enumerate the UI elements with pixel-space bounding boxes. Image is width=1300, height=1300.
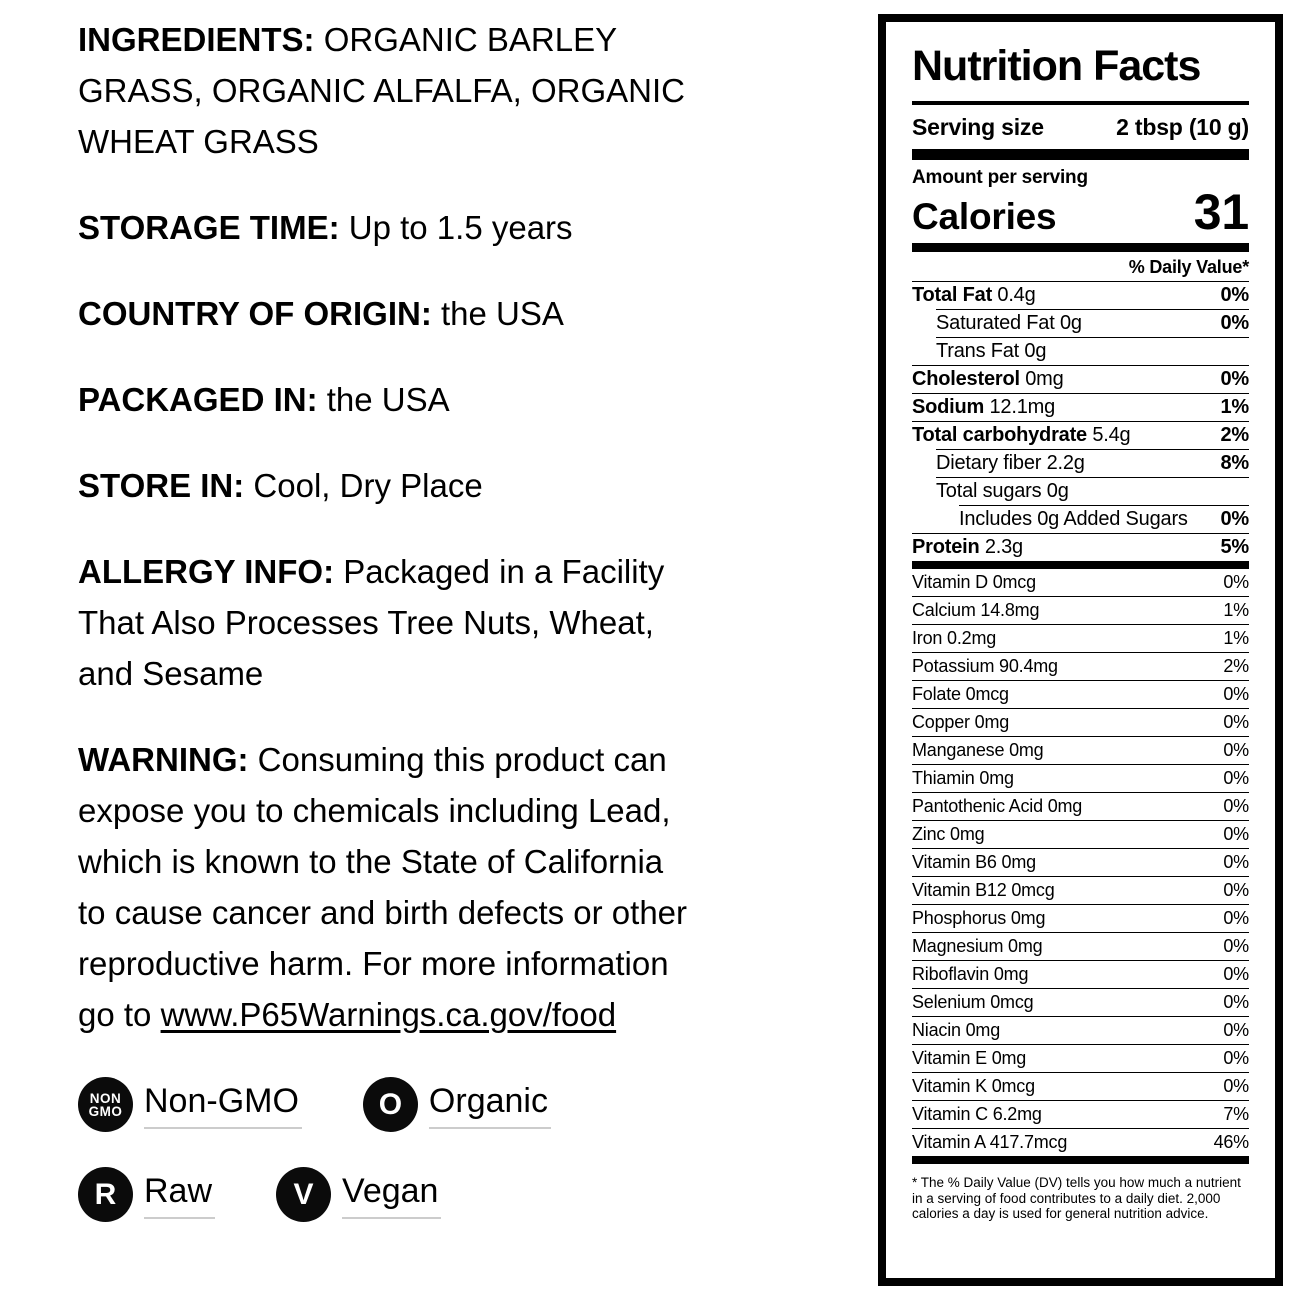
vitamin-daily-value: 0% (1223, 936, 1249, 956)
nutrient-row-sodium (912, 393, 1249, 421)
daily-value-header: % Daily Value* (912, 252, 1249, 282)
nutrient-amount: 0mg (1025, 368, 1064, 390)
icon-text: NON (89, 1090, 122, 1106)
info-text-line: WHEAT GRASS (78, 123, 319, 160)
serving-size-value: 2 tbsp (10 g) (1116, 114, 1249, 140)
nutrient-daily-value: 0% (1220, 508, 1249, 530)
vitamin-row-vitamin-a-417-7mcg (912, 1128, 1249, 1156)
vitamin-row-selenium-0mcg (912, 988, 1249, 1016)
badge-organic (363, 1077, 551, 1132)
badge-raw (78, 1167, 215, 1222)
nutrient-name-cell (912, 284, 1036, 306)
vitamin-row-vitamin-b6-0mg (912, 848, 1249, 876)
organic-icon (363, 1077, 418, 1132)
nutrient-row-total-sugars (936, 477, 1249, 505)
vitamin-daily-value: 0% (1223, 1020, 1249, 1040)
vitamin-daily-value: 0% (1223, 768, 1249, 788)
vitamin-row-thiamin-0mg (912, 764, 1249, 792)
badge-label: Raw (144, 1171, 215, 1219)
vitamin-daily-value: 0% (1223, 1076, 1249, 1096)
badge-row (78, 1076, 788, 1133)
vitamin-name: Manganese 0mg (912, 740, 1044, 760)
vitamin-daily-value: 0% (1223, 684, 1249, 704)
vitamin-row-potassium-90-4mg (912, 652, 1249, 680)
serving-size-label: Serving size (912, 114, 1044, 140)
info-text-line: which is known to the State of California (78, 843, 664, 880)
nutrient-row-total-fat (912, 282, 1249, 309)
info-section-packaged-in (78, 374, 788, 425)
vitamin-row-manganese-0mg (912, 736, 1249, 764)
badge-label: Non-GMO (144, 1081, 302, 1129)
nutrient-name-cell (912, 368, 1064, 390)
calories-row (912, 184, 1249, 240)
icon-text: GMO (88, 1103, 123, 1119)
info-section-label: STORE IN: (78, 467, 245, 504)
badge-non-gmo (78, 1077, 302, 1132)
nutrient-daily-value: 5% (1220, 536, 1249, 558)
info-text-line: Packaged in a Facility (343, 553, 665, 590)
vitamin-row-copper-0mg (912, 708, 1249, 736)
info-section-store-in (78, 460, 788, 511)
vitamin-name: Vitamin C 6.2mg (912, 1104, 1042, 1124)
vitamin-daily-value: 0% (1223, 824, 1249, 844)
vitamin-name: Potassium 90.4mg (912, 656, 1058, 676)
p65-warning-link[interactable]: www.P65Warnings.ca.gov/food (160, 996, 617, 1033)
nutrient-name-cell (936, 452, 1085, 474)
info-section-label: PACKAGED IN: (78, 381, 318, 418)
nutrient-row-includes-0g-added-sugars (959, 505, 1249, 533)
info-section-ingredients (78, 14, 788, 167)
vitamin-name: Selenium 0mcg (912, 992, 1034, 1012)
nutrient-name-cell (912, 396, 1055, 418)
divider-bottom (912, 1156, 1249, 1164)
nutrient-name: Dietary fiber (936, 452, 1042, 474)
vitamin-row-vitamin-k-0mcg (912, 1072, 1249, 1100)
vitamin-rows (912, 569, 1249, 1156)
info-section-storage-time (78, 202, 788, 253)
nutrient-amount: 2.3g (984, 536, 1023, 558)
vitamin-daily-value: 7% (1223, 1104, 1249, 1124)
nutrient-name-cell (959, 508, 1188, 530)
vitamin-row-vitamin-c-6-2mg (912, 1100, 1249, 1128)
nutrient-name: Cholesterol (912, 368, 1020, 390)
nutrition-facts-panel (878, 14, 1283, 1286)
nutrient-name-cell (912, 536, 1023, 558)
nutrient-amount: 0g (1046, 480, 1069, 502)
vitamin-row-magnesium-0mg (912, 932, 1249, 960)
calories-label: Calories (912, 196, 1057, 237)
info-text-line: to cause cancer and birth defects or other (78, 894, 688, 931)
vegan-icon (276, 1167, 331, 1222)
badge-row (78, 1166, 788, 1223)
nutrient-daily-value: 8% (1220, 452, 1249, 474)
vitamin-name: Vitamin D 0mcg (912, 572, 1036, 592)
vitamin-name: Riboflavin 0mg (912, 964, 1029, 984)
vitamin-daily-value: 2% (1223, 656, 1249, 676)
icon-text: V (293, 1177, 314, 1211)
vitamin-name: Zinc 0mg (912, 824, 985, 844)
vitamin-row-zinc-0mg (912, 820, 1249, 848)
amount-per-serving-label: Amount per serving (912, 167, 1088, 188)
badge-vegan (276, 1167, 441, 1222)
vitamin-daily-value: 0% (1223, 992, 1249, 1012)
vitamin-row-pantothenic-acid-0mg (912, 792, 1249, 820)
vitamin-name: Magnesium 0mg (912, 936, 1043, 956)
info-section-label: ALLERGY INFO: (78, 553, 335, 590)
info-text-line: go to (78, 996, 152, 1033)
vitamin-row-niacin-0mg (912, 1016, 1249, 1044)
info-text-line: the USA (441, 295, 564, 332)
info-section-label: WARNING: (78, 741, 249, 778)
badge-label: Organic (429, 1081, 551, 1129)
badge-area (78, 1076, 788, 1223)
vitamin-name: Calcium 14.8mg (912, 600, 1040, 620)
nutrient-name-cell (936, 480, 1069, 502)
vitamin-name: Pantothenic Acid 0mg (912, 796, 1083, 816)
vitamin-daily-value: 0% (1223, 712, 1249, 732)
vitamin-name: Folate 0mcg (912, 684, 1009, 704)
daily-value-footnote: * The % Daily Value (DV) tells you how much a nutrient in a serving of food contributes to a daily diet. 2,000 calories a day is used for general nutrition advice. (912, 1175, 1241, 1221)
vitamin-daily-value: 0% (1223, 740, 1249, 760)
vitamin-daily-value: 46% (1213, 1132, 1249, 1152)
info-text-line: reproductive harm. For more information (78, 945, 669, 982)
info-text-line: expose you to chemicals including Lead, (78, 792, 671, 829)
vitamin-daily-value: 0% (1223, 880, 1249, 900)
vitamin-name: Vitamin E 0mg (912, 1048, 1027, 1068)
vitamin-row-vitamin-d-0mcg (912, 569, 1249, 596)
info-text-line: ORGANIC BARLEY (323, 21, 618, 58)
nutrient-name-cell (936, 340, 1046, 362)
nutrient-name: Trans Fat (936, 340, 1020, 362)
divider-medium (912, 243, 1249, 252)
nutrient-name-cell (912, 424, 1130, 446)
divider-section (912, 561, 1249, 569)
vitamin-row-vitamin-b12-0mcg (912, 876, 1249, 904)
vitamin-name: Iron 0.2mg (912, 628, 997, 648)
vitamin-row-phosphorus-0mg (912, 904, 1249, 932)
vitamin-daily-value: 0% (1223, 1048, 1249, 1068)
nutrient-amount: 0g (1059, 312, 1082, 334)
nutrient-name: Includes 0g Added Sugars (959, 508, 1188, 530)
vitamin-daily-value: 0% (1223, 852, 1249, 872)
nutrient-rows (912, 282, 1249, 561)
vitamin-daily-value: 0% (1223, 908, 1249, 928)
info-text-line: GRASS, ORGANIC ALFALFA, ORGANIC (78, 72, 685, 109)
vitamin-daily-value: 0% (1223, 964, 1249, 984)
vitamin-name: Vitamin K 0mcg (912, 1076, 1035, 1096)
info-text-line: and Sesame (78, 655, 264, 692)
info-section-label: COUNTRY OF ORIGIN: (78, 295, 432, 332)
vitamin-name: Vitamin B6 0mg (912, 852, 1036, 872)
vitamin-row-iron-0-2mg (912, 624, 1249, 652)
nutrient-daily-value: 0% (1220, 284, 1249, 306)
divider-thick (912, 149, 1249, 160)
nutrition-facts-title: Nutrition Facts (912, 30, 1249, 105)
nutrient-amount: 0g (1024, 340, 1047, 362)
nutrient-row-protein (912, 533, 1249, 561)
vitamin-name: Phosphorus 0mg (912, 908, 1046, 928)
vitamin-daily-value: 0% (1223, 572, 1249, 592)
non-gmo-icon (78, 1077, 133, 1132)
nutrient-amount: 12.1mg (989, 396, 1056, 418)
nutrient-daily-value: 0% (1220, 368, 1249, 390)
product-info-panel (78, 14, 788, 1256)
vitamin-name: Copper 0mg (912, 712, 1010, 732)
info-text-line: the USA (326, 381, 450, 418)
vitamin-name: Vitamin B12 0mcg (912, 880, 1055, 900)
nutrient-name: Sodium (912, 396, 985, 418)
nutrient-name: Protein (912, 536, 980, 558)
icon-text: O (378, 1087, 403, 1121)
nutrient-name-cell (936, 312, 1082, 334)
vitamin-daily-value: 1% (1223, 600, 1249, 620)
nutrient-name: Total carbohydrate (912, 424, 1087, 446)
vitamin-name: Thiamin 0mg (912, 768, 1014, 788)
vitamin-name: Niacin 0mg (912, 1020, 1001, 1040)
info-text-line: Consuming this product can (257, 741, 667, 778)
info-text-line: That Also Processes Tree Nuts, Wheat, (78, 604, 654, 641)
info-section-country-of-origin (78, 288, 788, 339)
nutrient-row-dietary-fiber (936, 449, 1249, 477)
nutrient-amount: 5.4g (1092, 424, 1131, 446)
nutrient-name: Saturated Fat (936, 312, 1055, 334)
serving-size-row (912, 105, 1249, 149)
nutrient-daily-value: 2% (1220, 424, 1249, 446)
vitamin-row-riboflavin-0mg (912, 960, 1249, 988)
nutrient-amount: 0.4g (997, 284, 1036, 306)
nutrient-amount: 2.2g (1046, 452, 1085, 474)
badge-label: Vegan (342, 1171, 441, 1219)
raw-icon (78, 1167, 133, 1222)
vitamin-daily-value: 1% (1223, 628, 1249, 648)
nutrient-daily-value: 1% (1220, 396, 1249, 418)
info-text-line: Cool, Dry Place (253, 467, 483, 504)
vitamin-row-calcium-14-8mg (912, 596, 1249, 624)
calories-value: 31 (1193, 184, 1249, 240)
vitamin-name: Vitamin A 417.7mcg (912, 1132, 1068, 1152)
info-text-line: Up to 1.5 years (348, 209, 573, 246)
nutrient-name: Total Fat (912, 284, 993, 306)
nutrient-row-trans-fat (936, 337, 1249, 365)
info-section-allergy-info (78, 546, 788, 699)
nutrient-daily-value: 0% (1220, 312, 1249, 334)
nutrient-row-saturated-fat (936, 309, 1249, 337)
icon-text: R (94, 1177, 117, 1211)
vitamin-row-folate-0mcg (912, 680, 1249, 708)
vitamin-row-vitamin-e-0mg (912, 1044, 1249, 1072)
info-sections (78, 14, 788, 1040)
info-section-warning (78, 734, 788, 1040)
info-section-label: INGREDIENTS: (78, 21, 315, 58)
nutrient-row-total-carbohydrate (912, 421, 1249, 449)
nutrient-name: Total sugars (936, 480, 1042, 502)
info-section-label: STORAGE TIME: (78, 209, 340, 246)
nutrient-row-cholesterol (912, 365, 1249, 393)
vitamin-daily-value: 0% (1223, 796, 1249, 816)
